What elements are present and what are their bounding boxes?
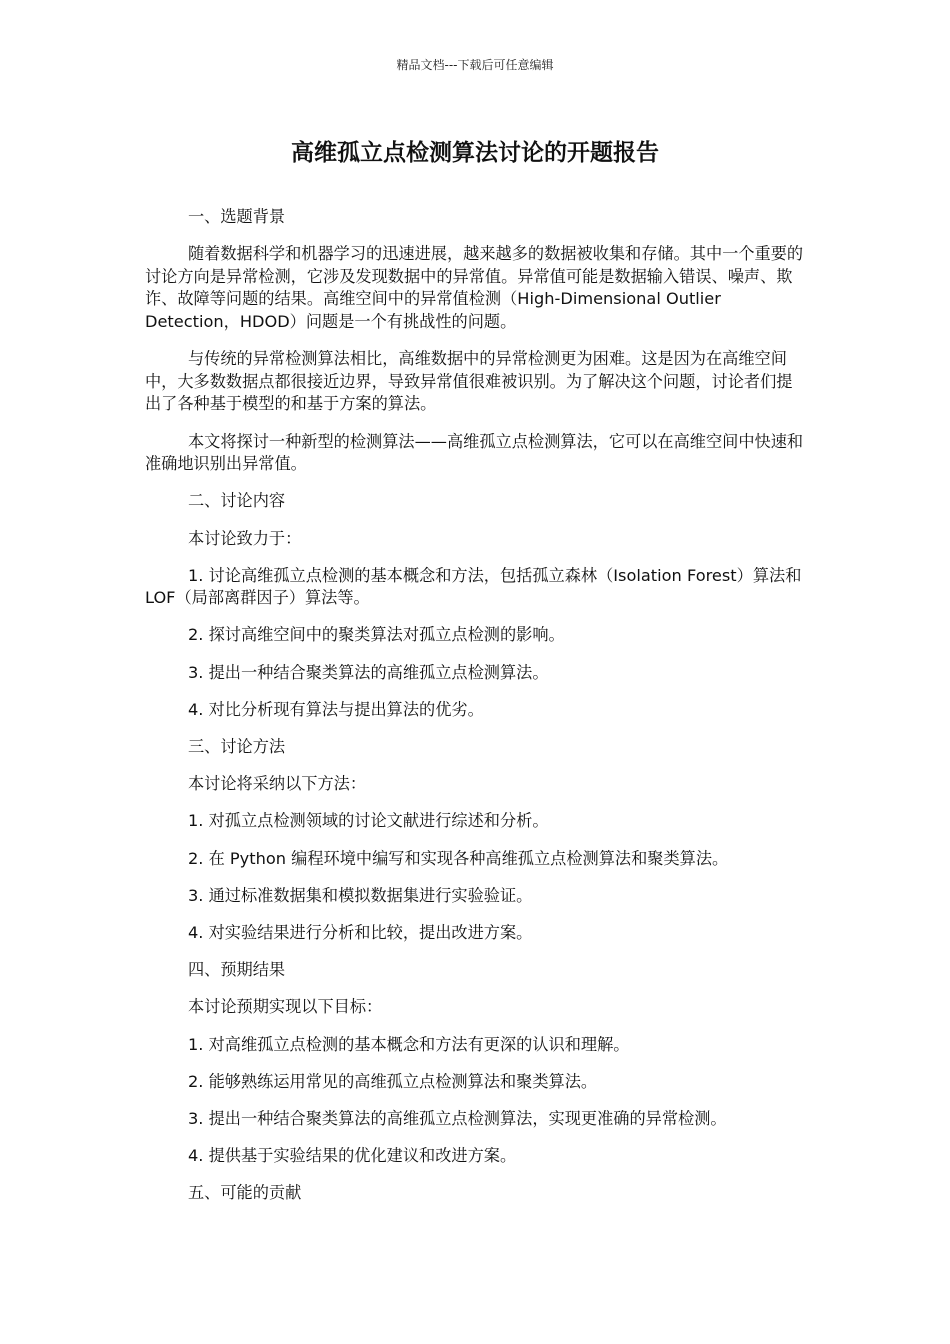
list-item-content-1: 1. 讨论高维孤立点检测的基本概念和方法，包括孤立森林（Isolation Forest）算法和 LOF（局部离群因子）算法等。 <box>145 565 802 608</box>
list-item-method-2: 2. 在 Python 编程环境中编写和实现各种高维孤立点检测算法和聚类算法。 <box>188 848 729 868</box>
list-item-results-2: 2. 能够熟练运用常见的高维孤立点检测算法和聚类算法。 <box>188 1071 598 1091</box>
document-body <box>145 206 807 1219</box>
list-item-method-1: 1. 对孤立点检测领域的讨论文献进行综述和分析。 <box>188 811 549 831</box>
list-item-content-2: 2. 探讨高维空间中的聚类算法对孤立点检测的影响。 <box>188 625 565 645</box>
paragraph-background-2: 与传统的异常检测算法相比，高维数据中的异常检测更为困难。这是因为在高维空间中，大多数数据点都很接近边界，导致异常值很难被识别。为了解决这个问题，讨论者们提出了各种基于模型的和基于方案的算法。 <box>145 349 793 414</box>
list-item-results-1: 1. 对高维孤立点检测的基本概念和方法有更深的认识和理解。 <box>188 1034 630 1054</box>
document-title: 高维孤立点检测算法讨论的开题报告 <box>291 140 659 166</box>
paragraph-background-1: 随着数据科学和机器学习的迅速进展，越来越多的数据被收集和存储。其中一个重要的讨论方向是异常检测，它涉及发现数据中的异常值。异常值可能是数据输入错误、噪声、欺诈、故障等问题的结果。高维空间中的异常值检测（High-Dimensional Outlier Detection，HDOD）问题是一个有挑战性的问题。 <box>145 244 804 331</box>
list-item-results-3: 3. 提出一种结合聚类算法的高维孤立点检测算法，实现更准确的异常检测。 <box>188 1108 727 1128</box>
paragraph-method-intro: 本讨论将采纳以下方法： <box>188 774 367 794</box>
list-item-method-3: 3. 通过标准数据集和模拟数据集进行实验验证。 <box>188 885 533 905</box>
paragraph-background-3: 本文将探讨一种新型的检测算法——高维孤立点检测算法，它可以在高维空间中快速和准确地识别出异常值。 <box>145 431 804 474</box>
list-item-results-4: 4. 提供基于实验结果的优化建议和改进方案。 <box>188 1146 517 1166</box>
paragraph-results-intro: 本讨论预期实现以下目标： <box>188 997 383 1017</box>
section-heading-content: 二、讨论内容 <box>188 491 286 511</box>
list-item-content-4: 4. 对比分析现有算法与提出算法的优劣。 <box>188 699 484 719</box>
list-item-content-3: 3. 提出一种结合聚类算法的高维孤立点检测算法。 <box>188 662 549 682</box>
section-heading-background: 一、选题背景 <box>188 207 286 226</box>
page-header: 精品文档---下载后可任意编辑 <box>396 58 554 72</box>
section-heading-method: 三、讨论方法 <box>188 737 286 757</box>
paragraph-content-intro: 本讨论致力于： <box>188 528 302 548</box>
section-heading-results: 四、预期结果 <box>188 960 286 980</box>
section-heading-contribution: 五、可能的贡献 <box>188 1183 302 1203</box>
list-item-method-4: 4. 对实验结果进行分析和比较，提出改进方案。 <box>188 922 533 942</box>
